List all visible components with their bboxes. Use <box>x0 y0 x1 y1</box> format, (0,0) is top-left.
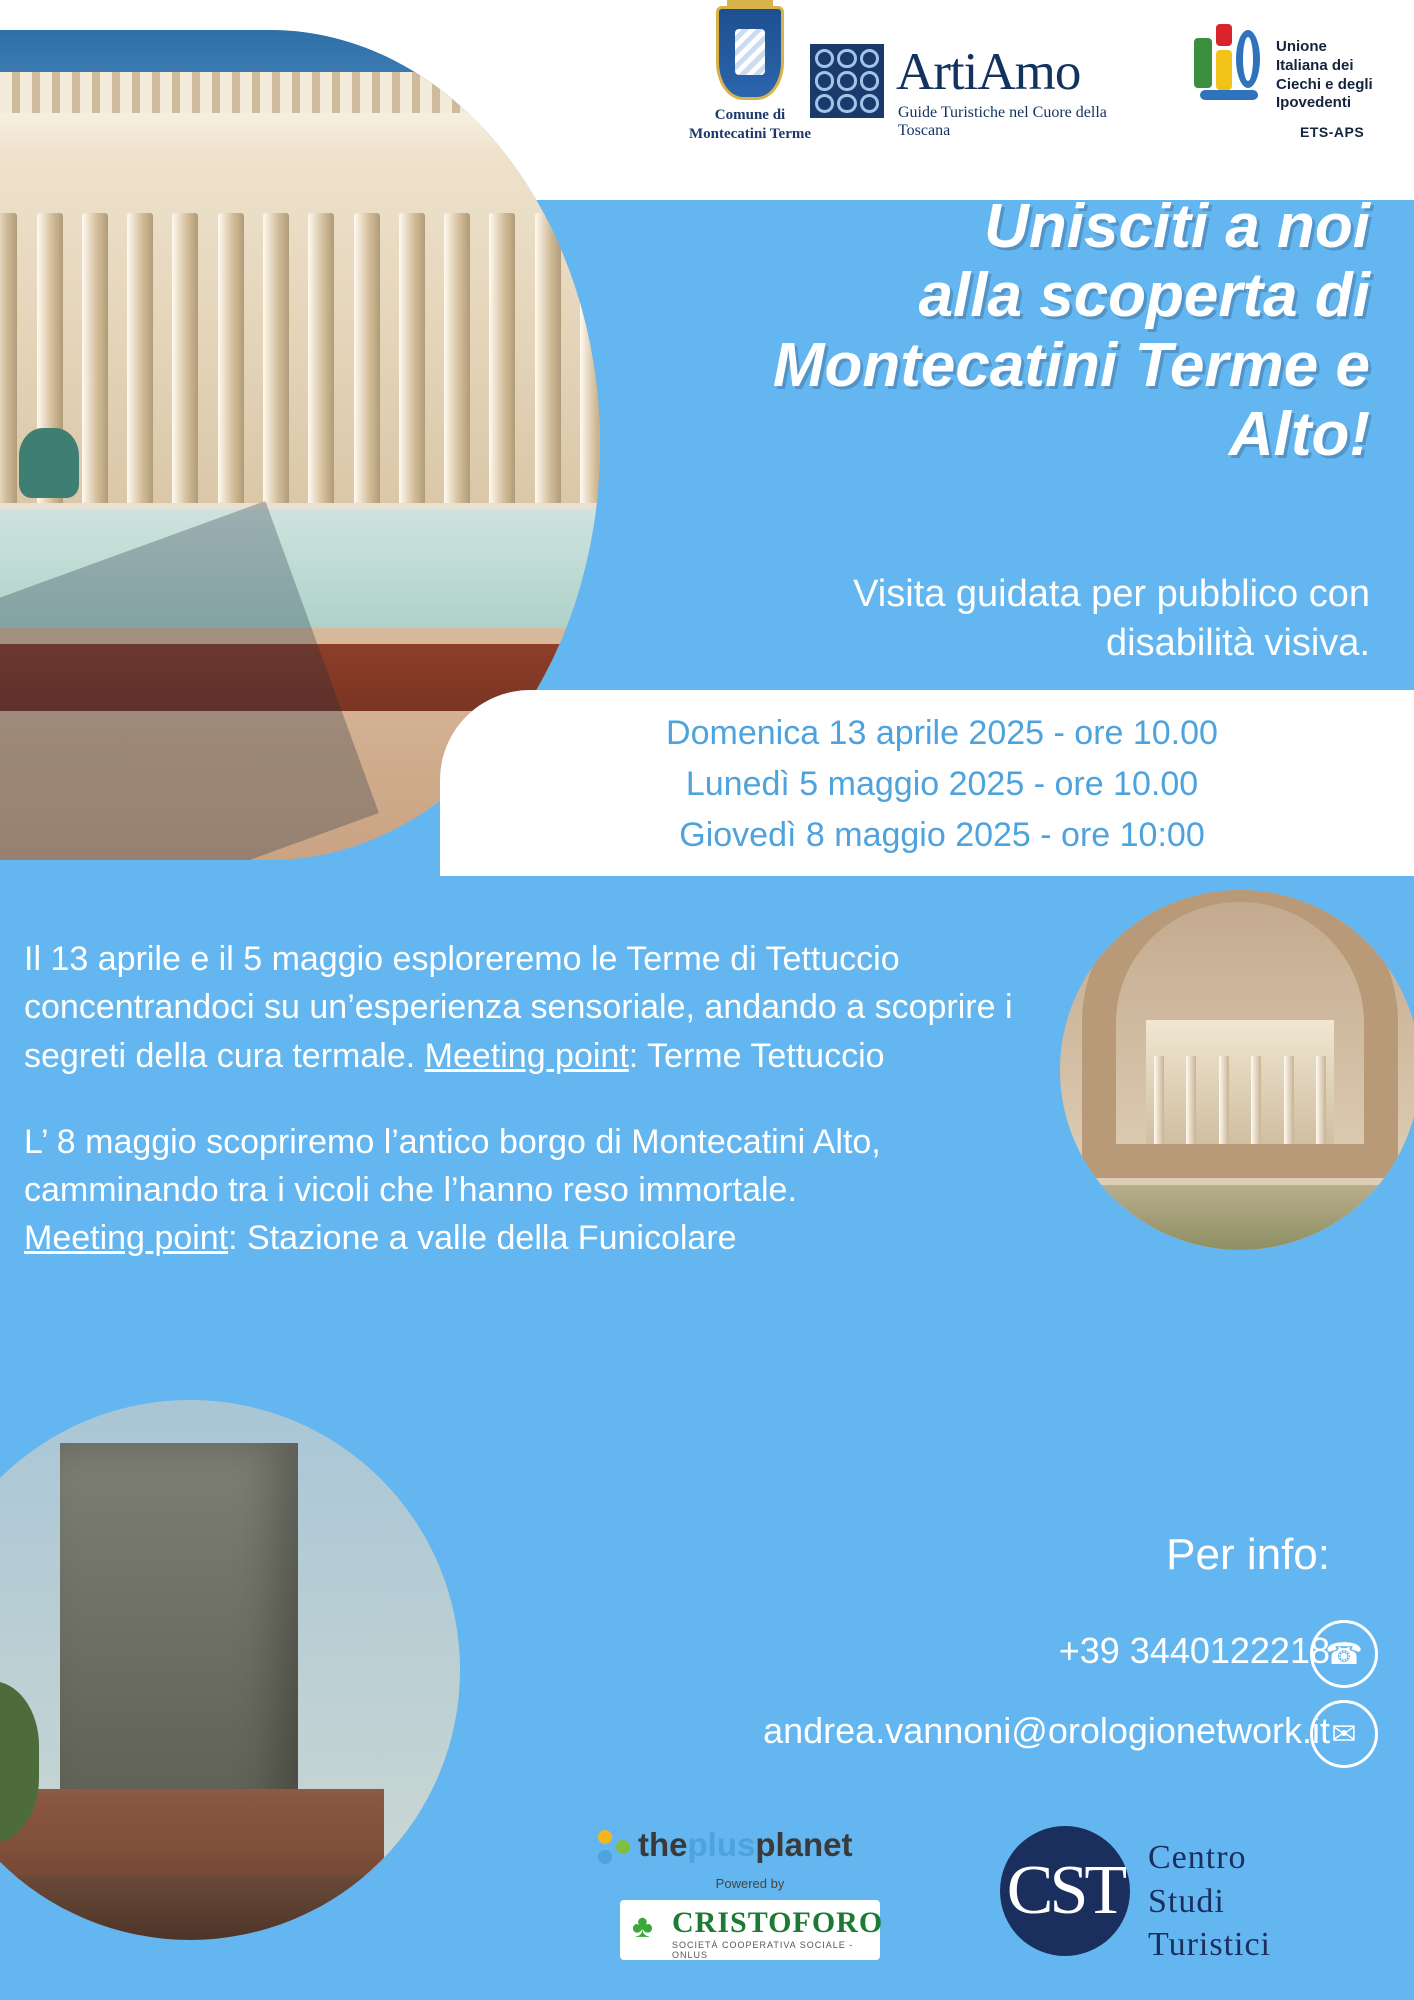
uici-logo-icon <box>1190 20 1270 106</box>
headline-line3: Montecatini Terme e <box>772 330 1370 400</box>
uici-ets-label: ETS-APS <box>1300 124 1365 140</box>
meeting-point-value-1: : Terme Tettuccio <box>628 1036 885 1075</box>
contact-email[interactable]: andrea.vannoni@orologionetwork.it <box>763 1710 1330 1751</box>
powered-by-label: Powered by <box>715 1876 785 1891</box>
meeting-point-label-1: Meeting point <box>424 1036 629 1075</box>
headline-line2: alla scoperta di <box>918 261 1370 331</box>
uici-line2: Italiana dei <box>1276 56 1354 74</box>
clover-icon: ♣ <box>632 1908 653 1944</box>
montecatini-alto-tower-photo <box>0 1400 460 1940</box>
dates-list <box>470 708 1414 861</box>
uici-line3: Ciechi e degli <box>1276 75 1373 93</box>
paragraph-1 <box>24 935 1034 1080</box>
date-item-1: Domenica 13 aprile 2025 - ore 10.00 <box>666 714 1218 752</box>
meeting-point-label-2: Meeting point <box>24 1219 229 1258</box>
envelope-icon: ✉ <box>1310 1700 1378 1768</box>
theplusplanet-dots-icon <box>596 1830 630 1868</box>
uici-line4: Ipovedenti <box>1276 94 1352 112</box>
cst-monogram-icon: CST <box>1000 1826 1130 1956</box>
artiamo-tagline: Guide Turistiche nel Cuore della Toscana <box>898 104 1107 139</box>
cst-line1: Centro <box>1148 1839 1247 1876</box>
date-item-3: Giovedì 8 maggio 2025 - ore 10:00 <box>679 816 1205 854</box>
logo-comune-line1: Comune di <box>714 107 786 123</box>
tpp-planet: planet <box>755 1826 853 1863</box>
phone-icon: ☎ <box>1310 1620 1378 1688</box>
logo-centro-studi-turistici <box>1000 1820 1380 1970</box>
tpp-plus: plus <box>687 1826 756 1863</box>
logo-comune-line2: Montecatini Terme <box>688 125 812 142</box>
date-item-2: Lunedì 5 maggio 2025 - ore 10.00 <box>685 765 1199 803</box>
subtitle-line2: disabilità visiva. <box>1106 621 1370 664</box>
theplusplanet-wordmark <box>638 1826 853 1864</box>
meeting-point-value-2: : Stazione a valle della Funicolare <box>228 1219 737 1258</box>
tower-photo-tower <box>60 1443 298 1843</box>
headline-line4: Alto! <box>1228 400 1370 470</box>
headline-line1: Unisciti a noi <box>984 192 1370 261</box>
logo-cristoforo <box>620 1900 884 1960</box>
cst-line3: Turistici <box>1148 1926 1272 1964</box>
paragraph-1-text: Il 13 aprile e il 5 maggio esploreremo le Terme di Tettuccio concentrandoci su un’esperienza sensoriale, andando a scoprire i segreti della cura termale. <box>24 940 1013 1075</box>
arch-photo-arch <box>1082 890 1399 1178</box>
cst-line2: Studi <box>1148 1882 1225 1920</box>
logo-theplusplanet <box>596 1826 896 1872</box>
tpp-the: the <box>638 1826 688 1863</box>
subtitle-line1: Visita guidata per pubblico con <box>853 573 1370 615</box>
uici-line1: Unione <box>1276 38 1327 55</box>
logo-row <box>0 0 1414 200</box>
contact-phone[interactable]: +39 3440122218 <box>1058 1630 1330 1671</box>
coat-of-arms-icon <box>716 6 784 100</box>
terme-arch-photo <box>1060 890 1414 1250</box>
uici-text <box>1276 38 1373 113</box>
artiamo-wordmark: ArtiAmo <box>896 43 1081 101</box>
cst-wordmark <box>1148 1836 1271 1967</box>
photo-statue <box>19 428 79 498</box>
cristoforo-tagline: SOCIETÀ COOPERATIVA SOCIALE - ONLUS <box>672 1940 854 1960</box>
artiamo-mosaic-icon <box>810 44 884 118</box>
photo-columns <box>0 213 600 528</box>
cristoforo-wordmark: CRISTOFORO <box>672 1906 884 1939</box>
body-copy <box>24 935 1034 1301</box>
paragraph-2 <box>24 1118 1034 1263</box>
tower-photo-wall <box>0 1875 460 1940</box>
paragraph-2-text: L’ 8 maggio scopriremo l’antico borgo di Montecatini Alto, camminando tra i vicoli che l’hanno reso immortale. <box>24 1122 881 1210</box>
arch-photo-grass <box>1060 1185 1414 1250</box>
contact-heading: Per info: <box>1166 1530 1330 1579</box>
page-title <box>560 192 1370 470</box>
subtitle <box>640 570 1370 667</box>
